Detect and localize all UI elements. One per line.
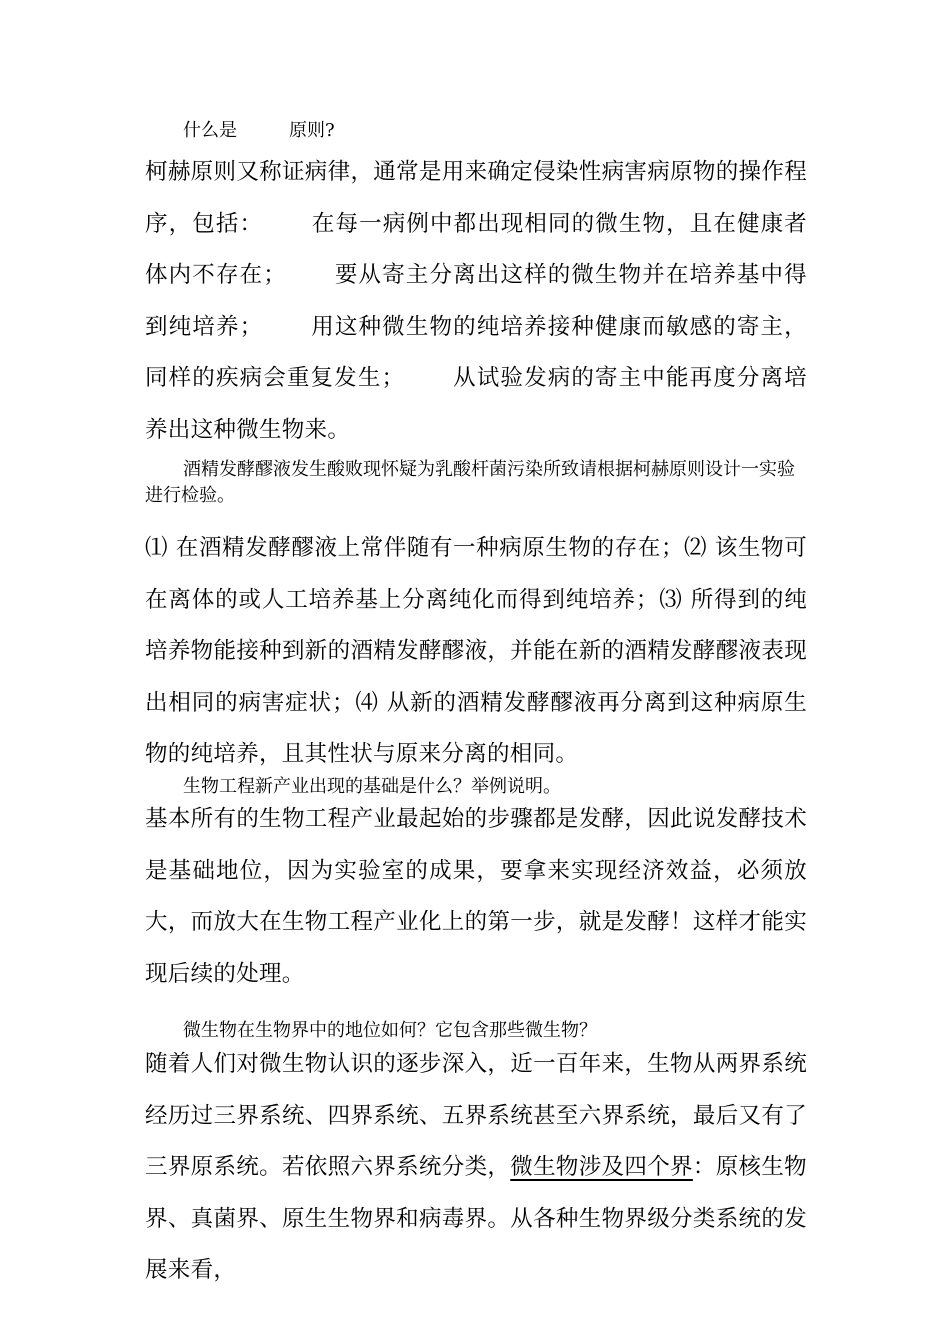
answer-3: 基本所有的生物工程产业最起始的步骤都是发酵，因此说发酵技术是基础地位，因为实验室的成果，要拿来实现经济效益，必须放大，而放大在生物工程产业化上的第一步，就是发酵！这样才能实现后续的处理。	[145, 806, 807, 987]
answer-4-text-before: 随着人们对微生物认识的逐步深入，近一百年来，生物从两界系统经历过三界系统、四界系统、五界系统甚至六界系统，最后又有了三界原系统。若依照六界系统分类，	[145, 1051, 807, 1180]
question-1	[183, 118, 335, 144]
answer-1-point-3: 用这种微生物的纯培养接种健康而敏感的寄主，同样的疾病会重复发生；	[145, 313, 807, 391]
question-2: 酒精发酵醪液发生酸败现怀疑为乳酸杆菌污染所致请根据柯赫原则设计一实验进行检验。	[145, 459, 795, 506]
question-1-part2: 原则?	[289, 120, 335, 141]
answer-1	[145, 147, 807, 456]
answer-2: ⑴ 在酒精发酵醪液上常伴随有一种病原生物的存在；⑵ 该生物可在离体的或人工培养基上分离纯化而得到纯培养；⑶ 所得到的纯培养物能接种到新的酒精发酵醪液，并能在新的酒精发酵醪液表现出相同的病害症状；⑷ 从新的酒精发酵醪液再分离到这种病原生物的纯培养，且其性状与原来分离的相同。	[145, 535, 807, 767]
answer-4-text-after: ：原核生物界、真菌界、原生生物界和病毒界。从各种生物界级分类系统的发展来看，	[145, 1154, 807, 1283]
question-4: 微生物在生物界中的地位如何？它包含那些微生物？	[183, 1020, 597, 1041]
answer-4-underlined-phrase: 微生物涉及四个界	[510, 1154, 693, 1180]
answer-1-point-1: 在每一病例中都出现相同的微生物，且在健康者体内不存在；	[145, 210, 807, 288]
answer-1-point-2: 要从寄主分离出这样的微生物并在培养基中得到纯培养；	[145, 262, 807, 340]
question-3: 生物工程新产业出现的基础是什么？举例说明。	[183, 776, 561, 797]
answer-1-point-4: 从试验发病的寄主中能再度分离培养出这种微生物来。	[145, 365, 807, 443]
answer-1-intro: 柯赫原则又称证病律，通常是用来确定侵染性病害病原物的操作程序，包括：	[145, 159, 807, 237]
answer-4	[145, 1039, 807, 1297]
question-1-part1: 什么是	[183, 120, 237, 141]
